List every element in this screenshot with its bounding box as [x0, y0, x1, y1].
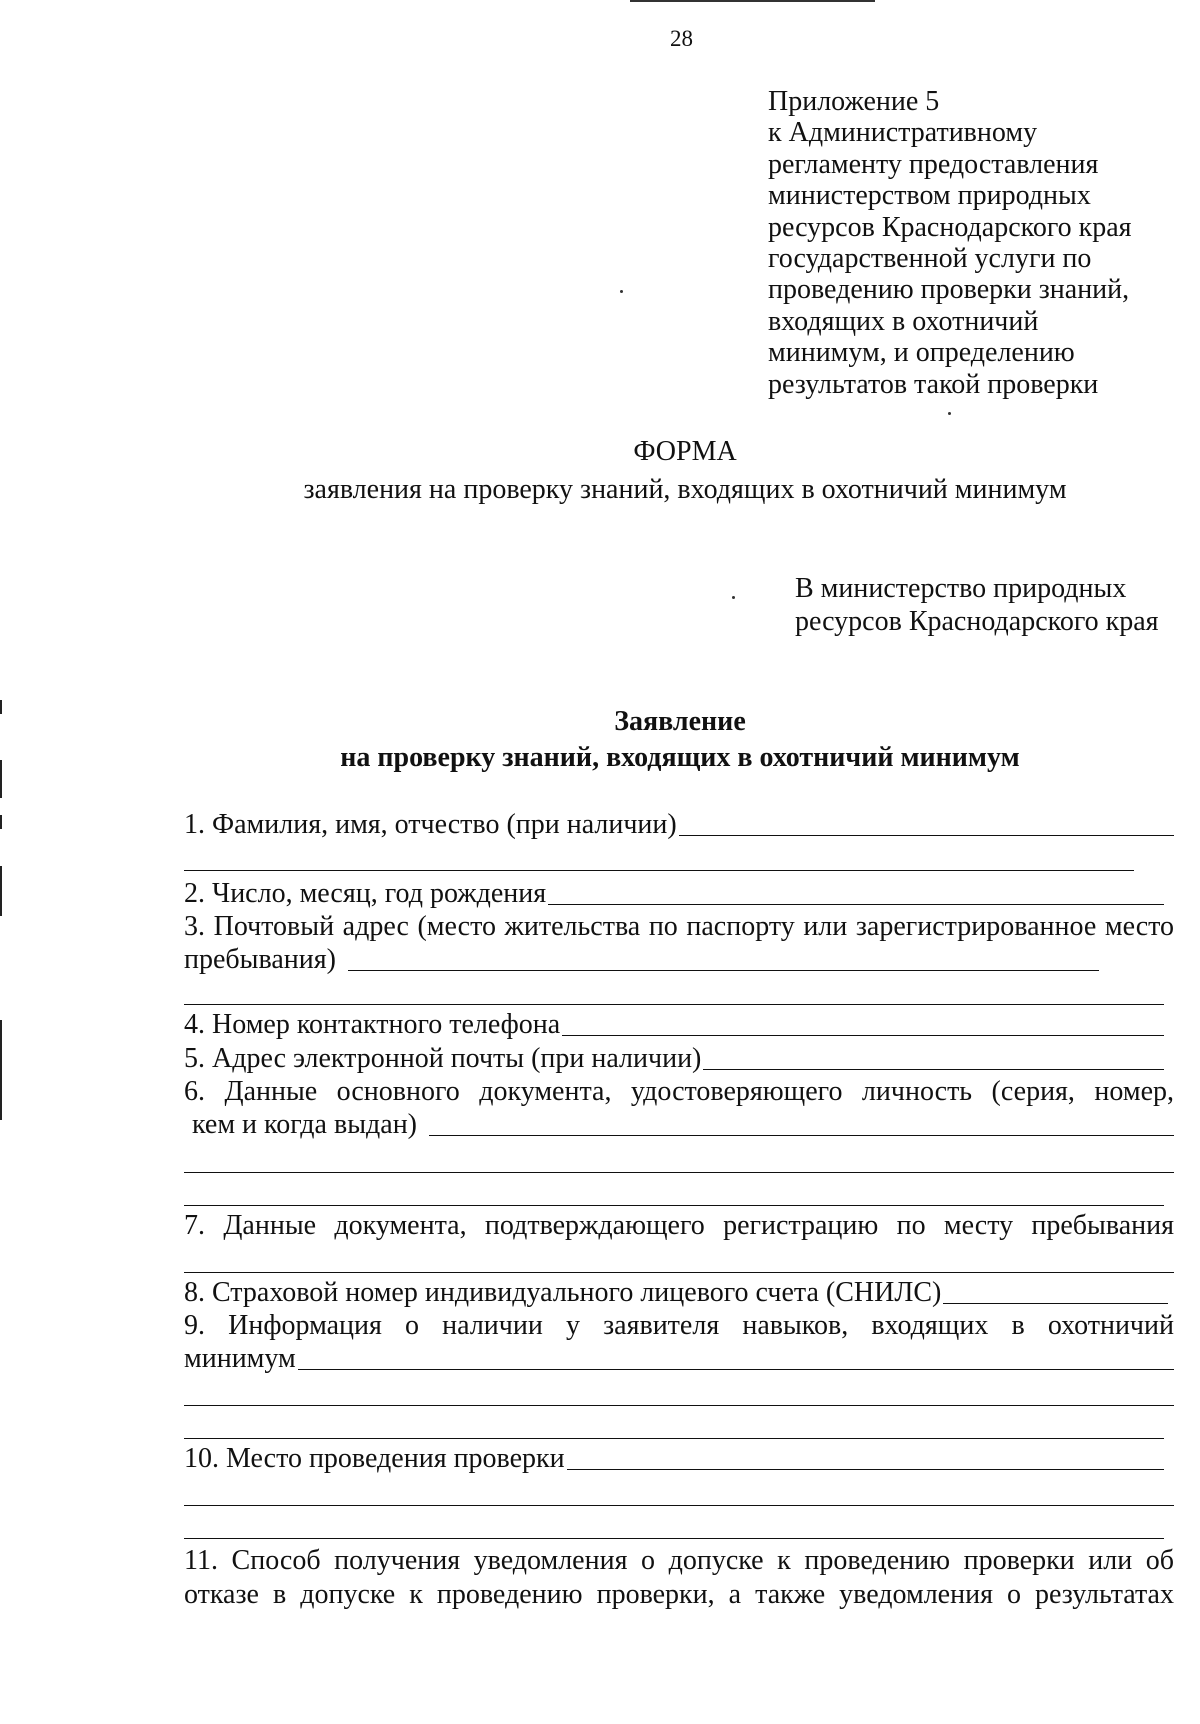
fill-line[interactable] — [943, 1302, 1168, 1304]
field-label: отказе в допуске к проведению проверки, а также уведомления о результатах — [184, 1579, 1174, 1610]
field-label: 2. Число, месяц, год рождения — [184, 878, 547, 909]
field-label: кем и когда выдан) — [192, 1109, 417, 1140]
appendix-line: регламенту предоставления — [768, 148, 1099, 180]
blank-line[interactable] — [184, 1505, 1174, 1506]
scan-speck — [620, 290, 623, 293]
form-subtitle: заявления на проверку знаний, входящих в охотничий минимум — [303, 474, 1067, 505]
blank-line[interactable] — [184, 1438, 1164, 1439]
statement-subtitle: на проверку знаний, входящих в охотничий минимум — [340, 742, 1020, 773]
field-full-name[interactable] — [184, 808, 1174, 842]
appendix-block — [768, 86, 1188, 400]
appendix-line: Приложение 5 — [768, 86, 940, 117]
field-notification-method — [184, 1544, 1174, 1578]
field-label: 4. Номер контактного телефона — [184, 1009, 561, 1040]
blank-line[interactable] — [184, 1538, 1164, 1539]
appendix-line: результатов такой проверки — [768, 368, 1099, 400]
addressee-line: ресурсов Краснодарского края — [795, 606, 1159, 637]
field-label: 8. Страховой номер индивидуального лицевого счета (СНИЛС) — [184, 1277, 942, 1308]
fill-line[interactable] — [298, 1368, 1174, 1370]
scan-margin-mark — [0, 815, 2, 829]
field-label: минимум — [184, 1343, 296, 1374]
field-notification-method-cont — [184, 1578, 1174, 1612]
field-check-location[interactable] — [184, 1442, 1164, 1476]
field-label: 1. Фамилия, имя, отчество (при наличии) — [184, 809, 677, 840]
appendix-line: министерством природных — [768, 180, 1091, 212]
field-postal-address — [184, 910, 1174, 944]
blank-line[interactable] — [184, 1272, 1174, 1273]
top-border-line — [630, 0, 875, 2]
scan-speck — [948, 412, 951, 415]
field-skills-info — [184, 1309, 1174, 1343]
scan-margin-mark — [0, 1020, 2, 1120]
fill-line[interactable] — [348, 969, 1099, 971]
field-skills-info-cont[interactable] — [184, 1342, 1174, 1376]
field-identity-doc-cont[interactable] — [192, 1108, 1174, 1142]
statement-title: Заявление — [614, 706, 746, 737]
field-phone[interactable] — [184, 1008, 1164, 1042]
page-number: 28 — [670, 26, 693, 51]
field-label: 5. Адрес электронной почты (при наличии) — [184, 1043, 702, 1074]
appendix-line: к Административному — [768, 117, 1038, 149]
blank-line[interactable] — [184, 1405, 1174, 1406]
blank-line[interactable] — [184, 870, 1134, 871]
fill-line[interactable] — [567, 1468, 1164, 1470]
field-label: пребывания) — [184, 944, 336, 975]
field-label: 10. Место проведения проверки — [184, 1443, 565, 1474]
blank-line[interactable] — [184, 1205, 1164, 1206]
field-email[interactable] — [184, 1042, 1164, 1076]
field-label: 11. Способ получения уведомления о допуске к проведению проверки или об — [184, 1545, 1174, 1576]
fill-line[interactable] — [429, 1134, 1174, 1136]
appendix-line: минимум, и определению — [768, 337, 1075, 369]
appendix-line: проведению проверки знаний, — [768, 274, 1130, 306]
field-label: 9. Информация о наличии у заявителя навыков, входящих в охотничий — [184, 1310, 1174, 1341]
field-birth-date[interactable] — [184, 877, 1164, 911]
fill-line[interactable] — [562, 1034, 1164, 1036]
field-label: 3. Почтовый адрес (место жительства по паспорту или зарегистрированное место — [184, 911, 1174, 942]
addressee-block — [795, 572, 1159, 638]
appendix-line: ресурсов Краснодарского края — [768, 211, 1132, 243]
scan-margin-mark — [0, 866, 2, 916]
field-postal-address-cont[interactable] — [184, 943, 1099, 977]
fill-line[interactable] — [703, 1068, 1164, 1070]
field-registration-doc — [184, 1209, 1174, 1243]
addressee-line: В министерство природных — [795, 573, 1127, 604]
field-identity-doc — [184, 1075, 1174, 1109]
appendix-line: входящих в охотничий — [768, 305, 1039, 337]
scan-speck — [732, 596, 735, 599]
fill-line[interactable] — [548, 903, 1164, 905]
field-label: 7. Данные документа, подтверждающего регистрацию по месту пребывания — [184, 1210, 1174, 1241]
fill-line[interactable] — [679, 834, 1174, 836]
field-snils[interactable] — [184, 1276, 1168, 1310]
blank-line[interactable] — [184, 1004, 1164, 1005]
appendix-line: государственной услуги по — [768, 243, 1092, 275]
blank-line[interactable] — [184, 1172, 1174, 1173]
form-title: ФОРМА — [633, 436, 737, 467]
field-label: 6. Данные основного документа, удостоверяющего личность (серия, номер, — [184, 1076, 1174, 1107]
